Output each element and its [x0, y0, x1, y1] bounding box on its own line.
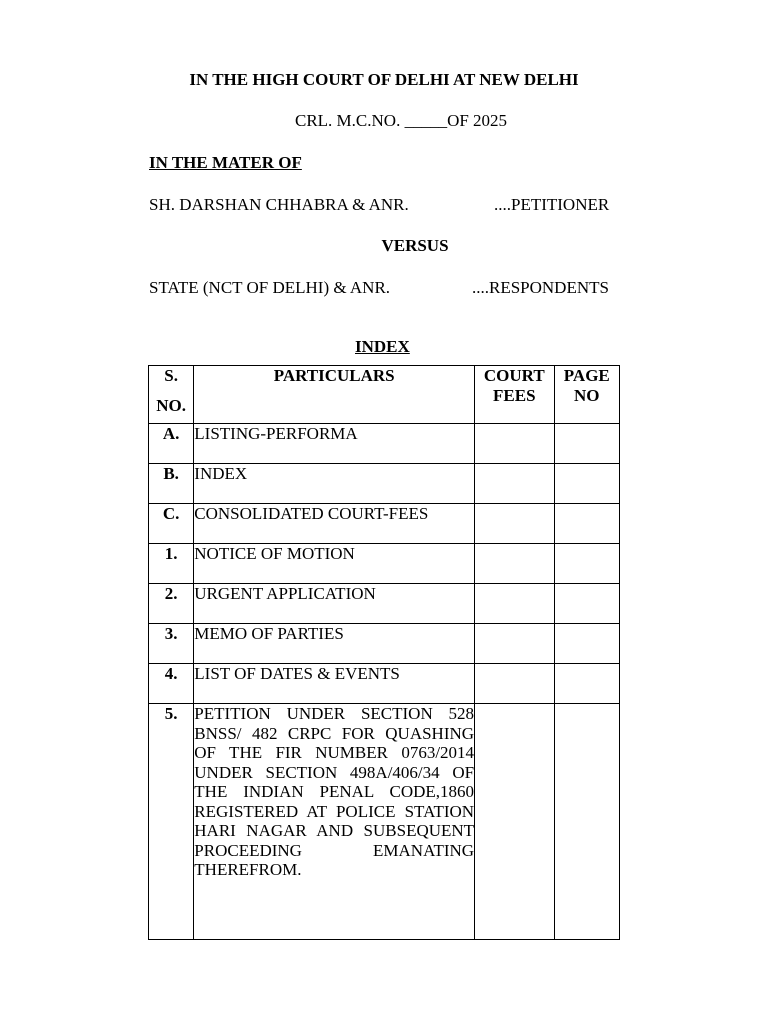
row-court-fees [475, 464, 555, 504]
row-particulars: CONSOLIDATED COURT-FEES [194, 504, 475, 544]
table-row [149, 504, 620, 544]
petitioner-name: SH. DARSHAN CHHABRA & ANR. [149, 195, 409, 214]
row-page-no [554, 704, 619, 940]
table-header-row [149, 366, 620, 424]
row-page-no [554, 584, 619, 624]
court-title: IN THE HIGH COURT OF DELHI AT NEW DELHI [189, 70, 579, 89]
petitioner-role: ....PETITIONER [494, 195, 610, 214]
column-header-page-no-line1: PAGE [563, 366, 610, 385]
table-row [149, 704, 620, 940]
row-sno: 3. [149, 624, 194, 664]
row-page-no [554, 464, 619, 504]
case-number: CRL. M.C.NO. _____OF 2025 [295, 111, 508, 130]
row-court-fees [475, 584, 555, 624]
index-heading: INDEX [355, 337, 410, 356]
table-row [149, 624, 620, 664]
row-page-no [554, 424, 619, 464]
column-header-particulars-label: PARTICULARS [273, 366, 395, 385]
matter-heading: IN THE MATER OF [149, 153, 302, 172]
row-sno: C. [149, 504, 194, 544]
respondent-role: ....RESPONDENTS [472, 278, 609, 297]
row-court-fees [475, 424, 555, 464]
table-row [149, 544, 620, 584]
row-page-no [554, 544, 619, 584]
index-table [148, 365, 620, 940]
row-court-fees [475, 504, 555, 544]
table-row [149, 584, 620, 624]
row-court-fees [475, 704, 555, 940]
table-row [149, 464, 620, 504]
row-sno: A. [149, 424, 194, 464]
row-particulars: INDEX [194, 464, 475, 504]
row-particulars: LISTING-PERFORMA [194, 424, 475, 464]
column-header-sno-line1: S. [164, 366, 178, 385]
row-page-no [554, 624, 619, 664]
column-header-court-fees [475, 366, 555, 424]
row-particulars: PETITION UNDER SECTION 528 BNSS/ 482 CRPC FOR QUASHING OF THE FIR NUMBER 0763/2014 UNDER SECTION 498A/406/34 OF THE INDIAN PENAL CODE,1860 REGISTERED AT POLICE STATION HARI NAGAR AND SUBSEQUENT PROCEEDING EMANATING THEREFROM. [194, 704, 475, 940]
row-sno: B. [149, 464, 194, 504]
row-particulars: URGENT APPLICATION [194, 584, 475, 624]
column-header-page-no [554, 366, 619, 424]
column-header-sno-line2: NO. [156, 396, 187, 415]
row-sno: 4. [149, 664, 194, 704]
versus-label: VERSUS [381, 236, 449, 255]
row-particulars: NOTICE OF MOTION [194, 544, 475, 584]
column-header-particulars [194, 366, 475, 424]
column-header-sno [149, 366, 194, 424]
row-court-fees [475, 664, 555, 704]
row-particulars: LIST OF DATES & EVENTS [194, 664, 475, 704]
column-header-court-fees-line1: COURT [483, 366, 545, 385]
row-sno: 2. [149, 584, 194, 624]
row-court-fees [475, 544, 555, 584]
column-header-court-fees-line2: FEES [493, 386, 536, 405]
row-page-no [554, 664, 619, 704]
table-row [149, 664, 620, 704]
table-row [149, 424, 620, 464]
row-sno: 1. [149, 544, 194, 584]
row-particulars: MEMO OF PARTIES [194, 624, 475, 664]
row-page-no [554, 504, 619, 544]
column-header-page-no-line2: NO [574, 386, 600, 405]
row-court-fees [475, 624, 555, 664]
row-sno: 5. [149, 704, 194, 940]
respondent-name: STATE (NCT OF DELHI) & ANR. [149, 278, 391, 297]
